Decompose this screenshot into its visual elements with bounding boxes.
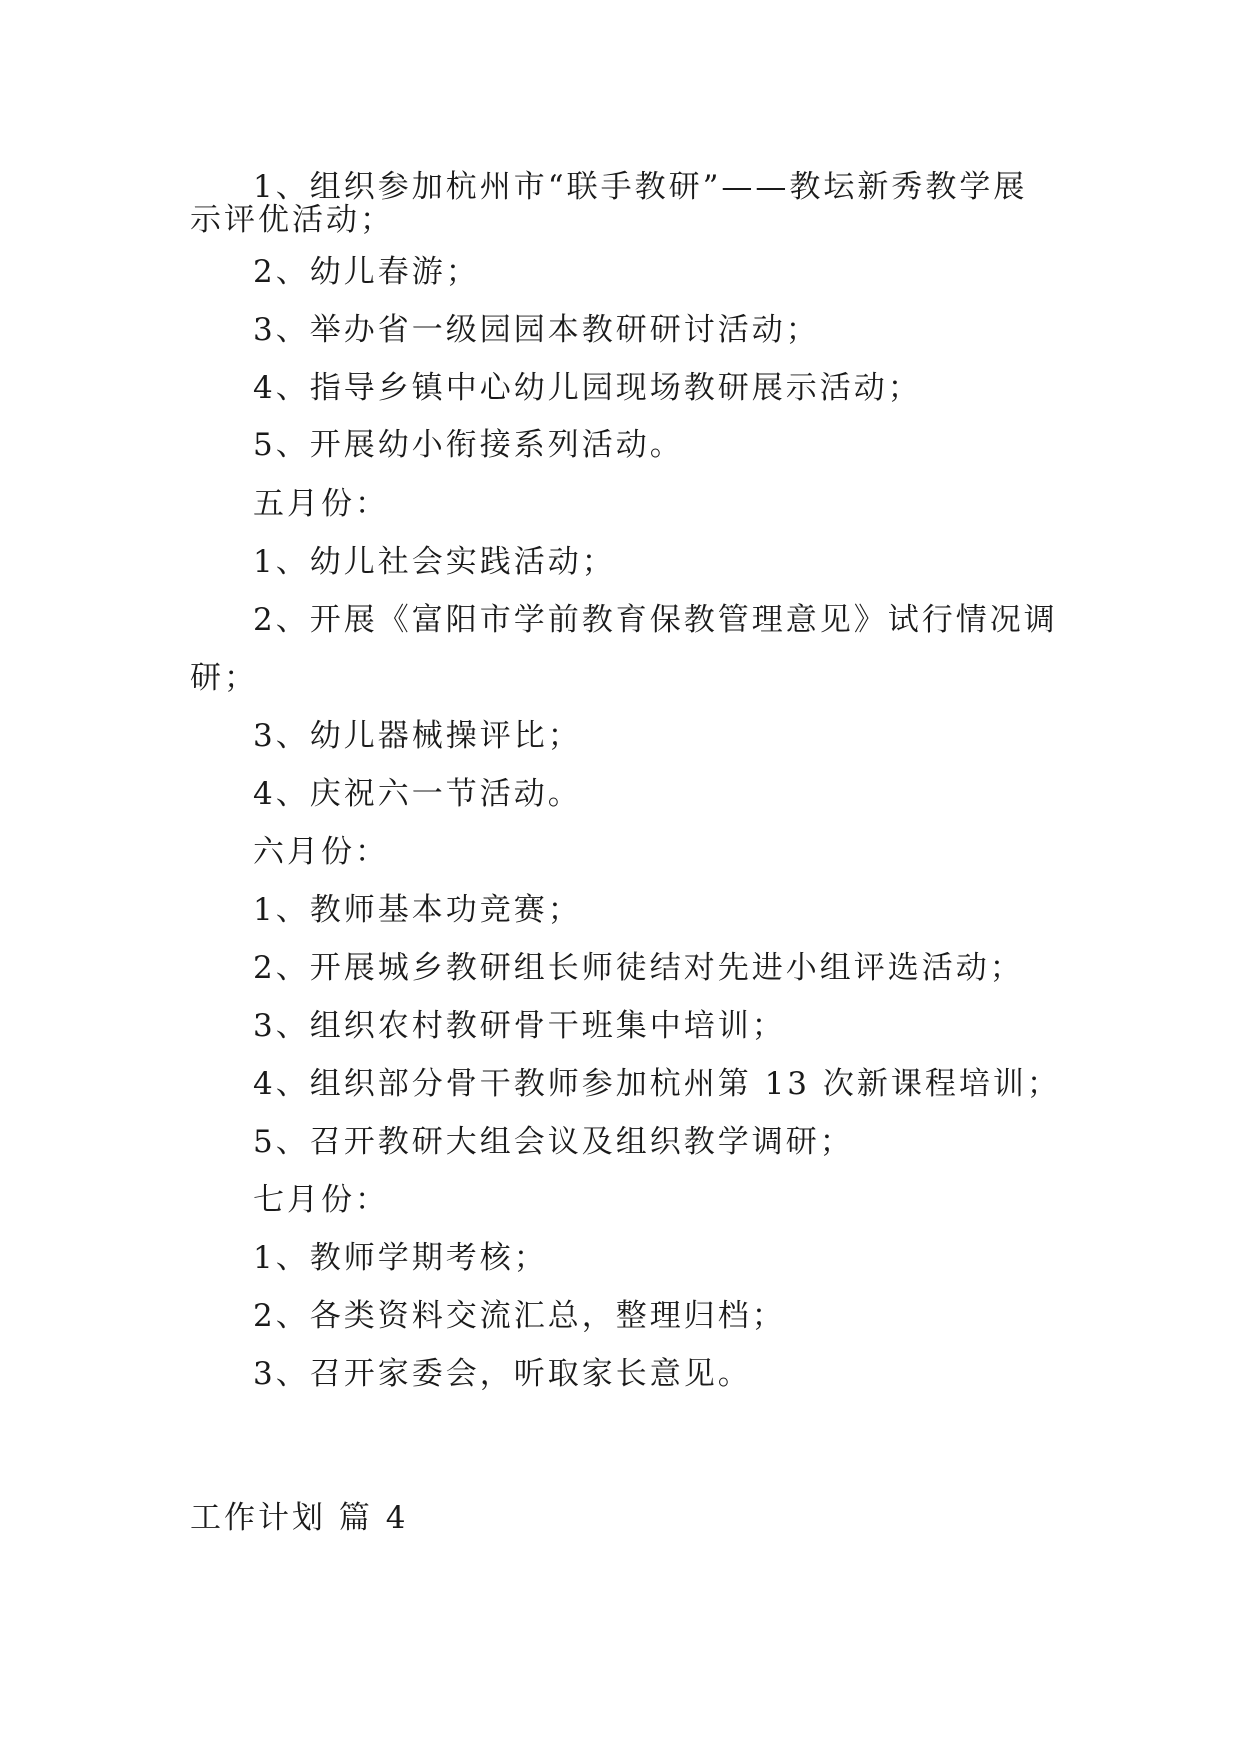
june-item-2: 2、开展城乡教研组长师徒结对先进小组评选活动；	[253, 950, 1024, 986]
april-item-2: 2、幼儿春游；	[253, 254, 480, 290]
june-item-3: 3、组织农村教研骨干班集中培训；	[253, 1008, 786, 1044]
april-item-1-line-1: 1、组织参加杭州市“联手教研”——教坛新秀教学展	[253, 169, 1028, 205]
june-title: 六月份：	[253, 834, 389, 870]
june-item-4: 4、组织部分骨干教师参加杭州第 13 次新课程培训；	[253, 1066, 1061, 1102]
may-title: 五月份：	[253, 486, 389, 522]
july-item-1: 1、教师学期考核；	[253, 1240, 548, 1276]
may-item-4: 4、庆祝六一节活动。	[253, 776, 582, 812]
april-item-5: 5、开展幼小衔接系列活动。	[253, 427, 684, 463]
april-item-3: 3、举办省一级园园本教研研讨活动；	[253, 312, 820, 348]
may-item-3: 3、幼儿器械操评比；	[253, 718, 582, 754]
july-item-2: 2、各类资料交流汇总，整理归档；	[253, 1298, 786, 1334]
april-item-4: 4、指导乡镇中心幼儿园现场教研展示活动；	[253, 370, 922, 406]
section-heading: 工作计划 篇 4	[190, 1500, 409, 1536]
june-item-5: 5、召开教研大组会议及组织教学调研；	[253, 1124, 854, 1160]
may-item-2-line-1: 2、开展《富阳市学前教育保教管理意见》试行情况调	[253, 602, 1058, 638]
may-item-1: 1、幼儿社会实践活动；	[253, 544, 616, 580]
may-item-2-line-2: 研；	[190, 660, 258, 696]
june-item-1: 1、教师基本功竞赛；	[253, 892, 582, 928]
april-item-1-line-2: 示评优活动；	[190, 202, 394, 238]
july-title: 七月份：	[253, 1182, 389, 1218]
july-item-3: 3、召开家委会，听取家长意见。	[253, 1356, 752, 1392]
